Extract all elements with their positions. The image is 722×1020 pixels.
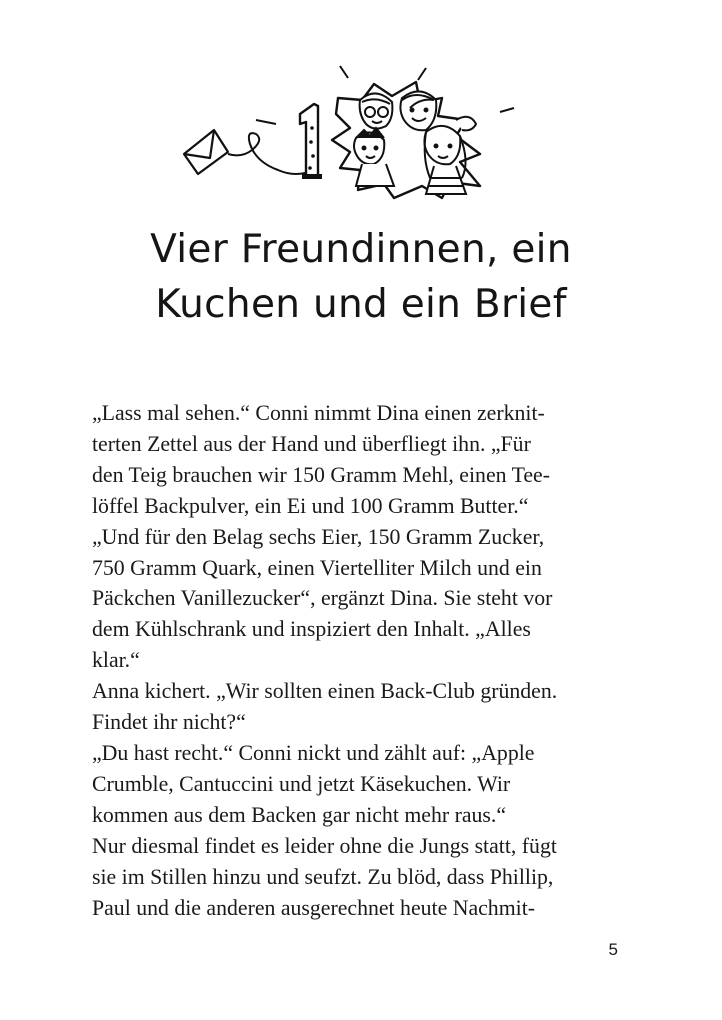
text-line: dem Kühlschrank und inspiziert den Inhalt. „Alles — [92, 617, 531, 642]
body-text — [92, 398, 622, 923]
text-line: löffel Backpulver, ein Ei und 100 Gramm Butter.“ — [92, 493, 529, 518]
chapter-title-line: Kuchen und ein Brief — [155, 282, 567, 327]
text-line: Päckchen Vanillezucker“, ergänzt Dina. Sie steht vor — [92, 586, 553, 611]
text-line: 750 Gramm Quark, einen Viertelliter Milch und ein — [92, 555, 542, 580]
text-line: Anna kichert. „Wir sollten einen Back-Club gründen. — [92, 679, 558, 704]
chapter-title — [0, 222, 722, 332]
text-line: „Du hast recht.“ Conni nickt und zählt auf: „Apple — [92, 740, 535, 765]
chapter-number-glyph — [300, 104, 322, 179]
text-line: Paul und die anderen ausgerechnet heute Nachmit- — [92, 895, 536, 920]
swirl-line — [228, 133, 314, 174]
chapter-title-line: Vier Freundinnen, ein — [150, 227, 572, 272]
page-number: 5 — [608, 940, 618, 959]
text-line: Findet ihr nicht?“ — [92, 710, 246, 735]
envelope-icon — [184, 130, 228, 174]
text-line: „Und für den Belag sechs Eier, 150 Gramm Zucker, — [92, 524, 545, 549]
text-line: klar.“ — [92, 648, 140, 673]
text-line: sie im Stillen hinzu und seufzt. Zu blöd, dass Phillip, — [92, 864, 554, 889]
text-line: kommen aus dem Backen gar nicht mehr raus.“ — [92, 802, 507, 827]
text-line: terten Zettel aus der Hand und überfliegt ihn. „Für — [92, 431, 531, 456]
chapter-illustration — [180, 58, 520, 208]
text-line: den Teig brauchen wir 150 Gramm Mehl, einen Tee- — [92, 462, 550, 487]
text-line: „Lass mal sehen.“ Conni nimmt Dina einen zerknit- — [92, 401, 545, 425]
text-line: Crumble, Cantuccini und jetzt Käsekuchen. Wir — [92, 771, 511, 796]
text-line: Nur diesmal findet es leider ohne die Jungs statt, fügt — [92, 833, 557, 858]
